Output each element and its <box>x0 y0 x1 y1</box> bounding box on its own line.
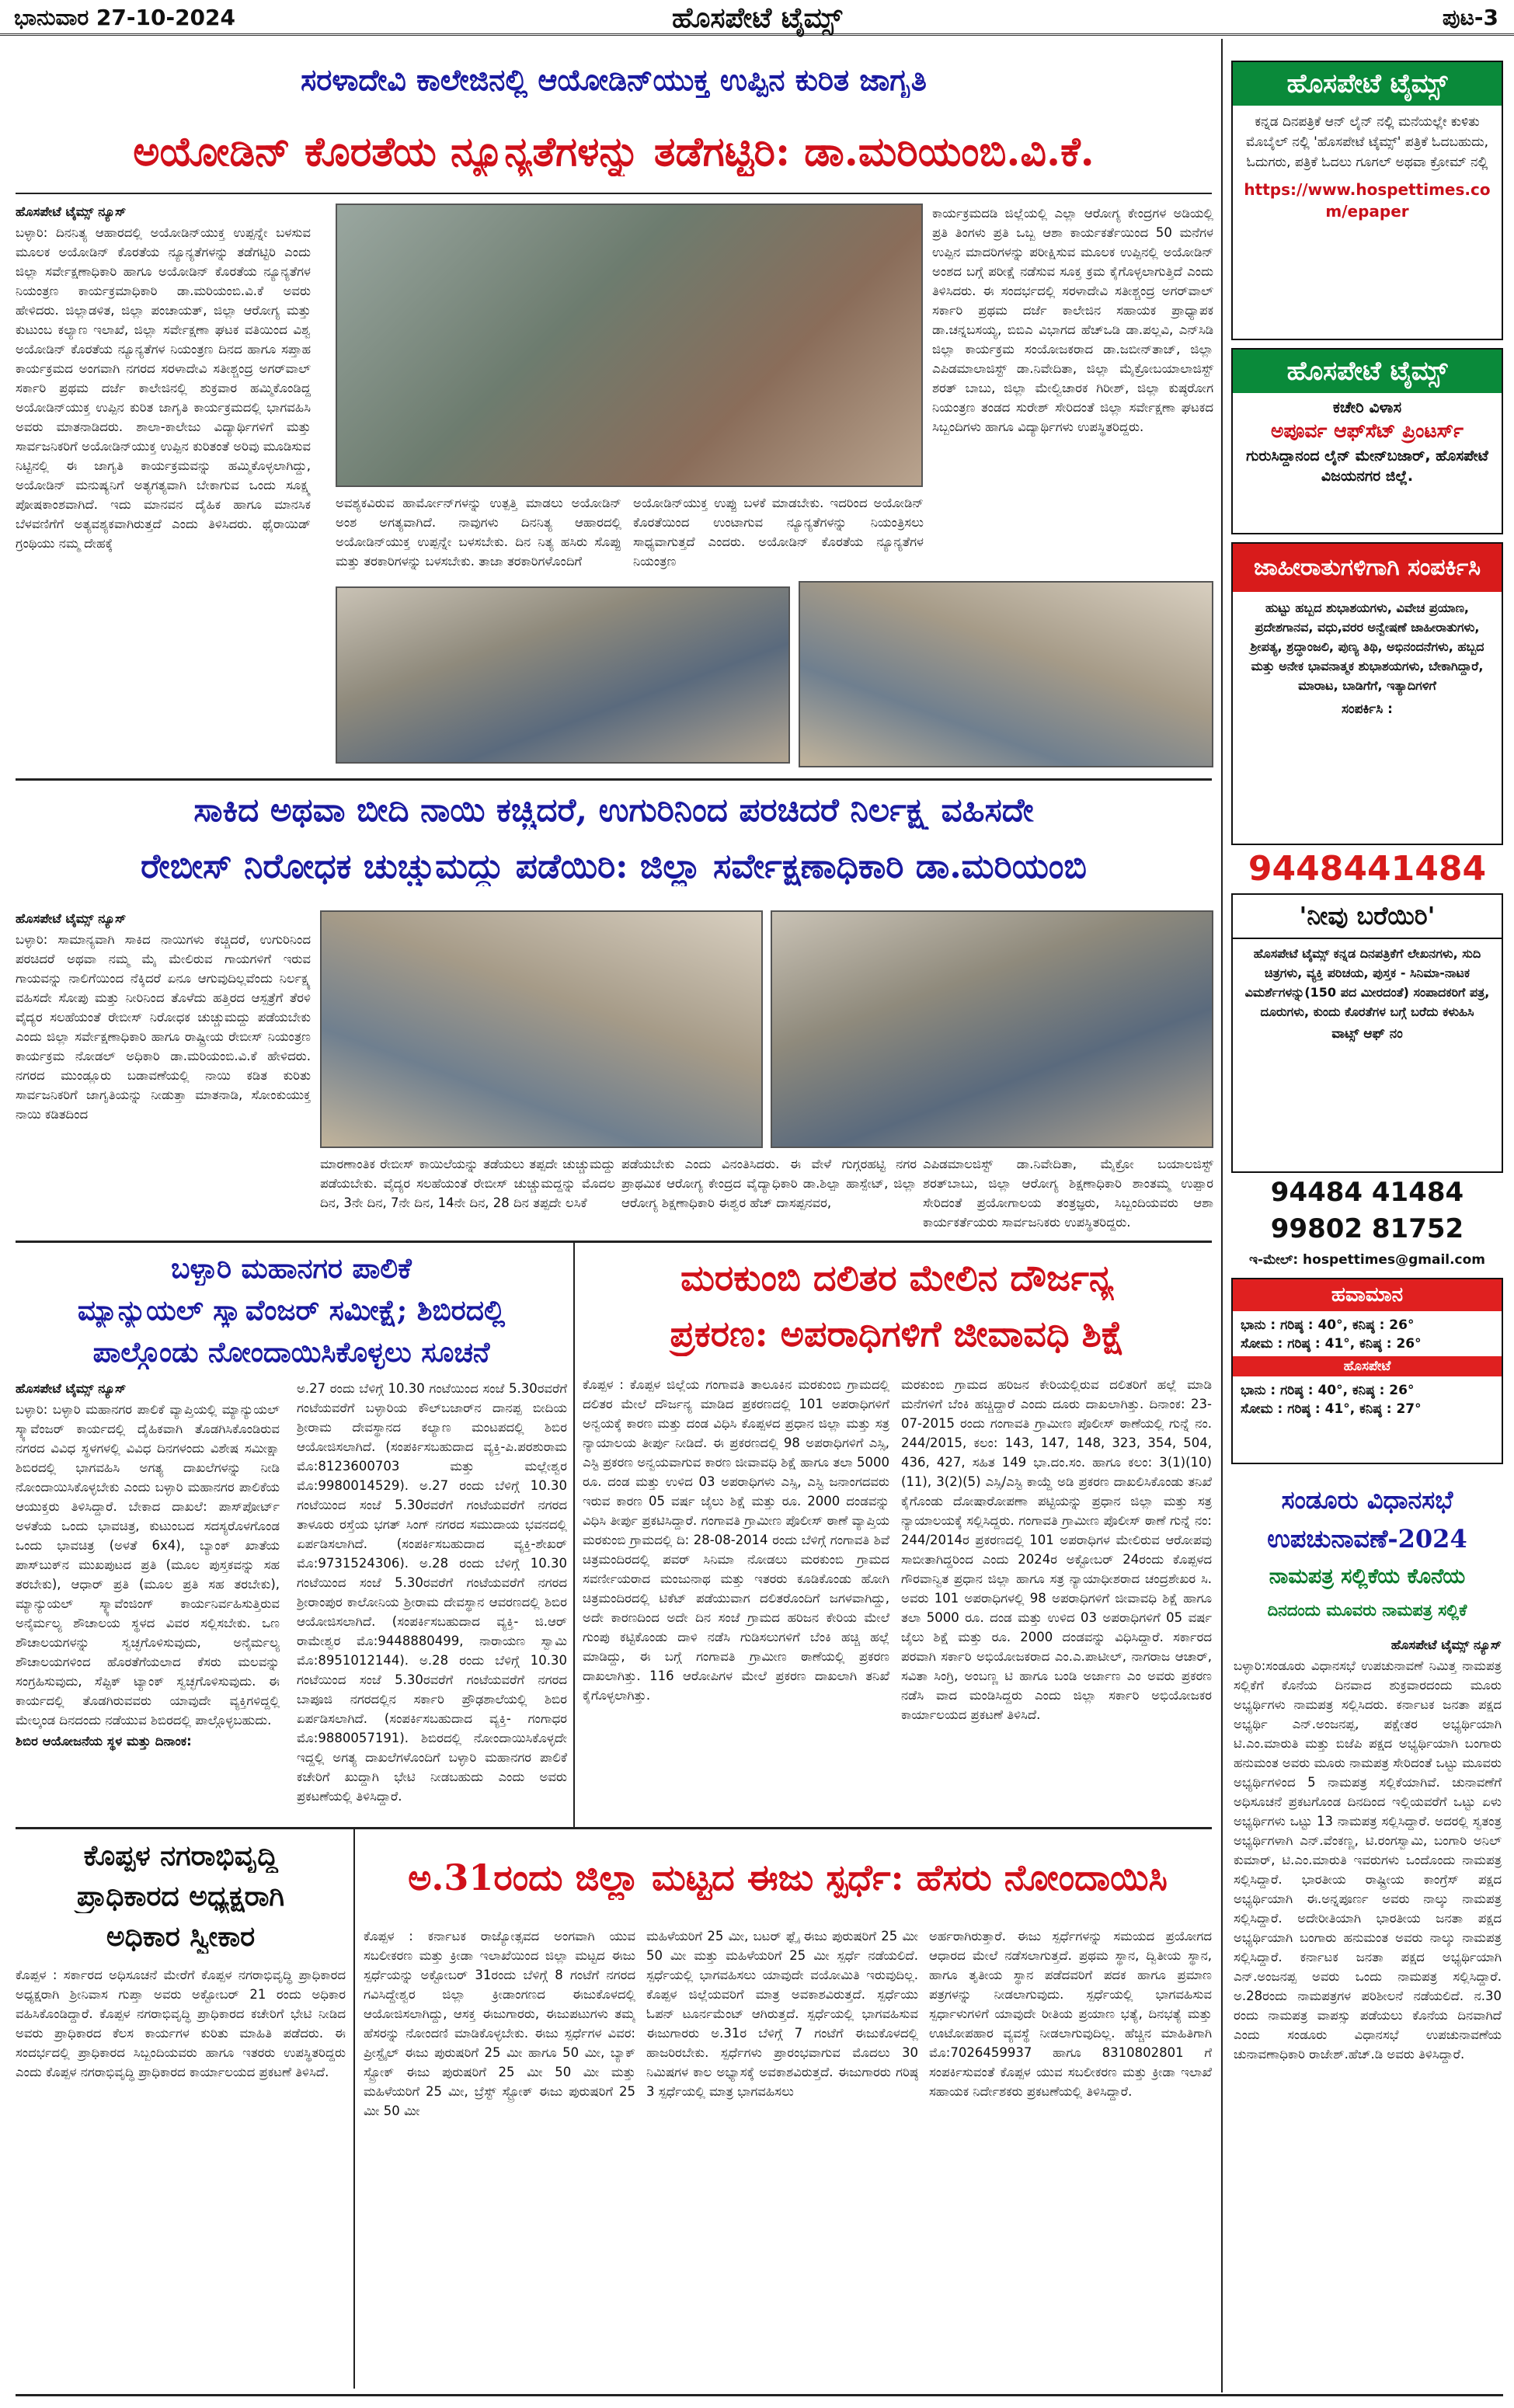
office-address: ಗುರುಸಿದ್ದಾನಂದ ಲೈನ್ ಮೇನ್‌ಬಜಾರ್, ಹೊಸಪೇಟೆ ವಿಜಯನಗರ ಜಿಲ್ಲೆ. <box>1246 447 1488 485</box>
masthead: ಹೊಸಪೇಟೆ ಟೈಮ್ಸ್ <box>671 2 843 34</box>
divider <box>353 1829 355 2389</box>
sidebar-weather-box <box>1231 1278 1503 1464</box>
story6-col2: ಮಹಿಳೆಯರಿಗೆ 25 ಮೀ, ಬಟರ್ ಫ್ಲೈ ಈಜು ಪುರುಷರಿಗೆ 25 ಮೀ 50 ಮೀ ಮತ್ತು ಮಹಿಳೆಯರಿಗೆ 25 ಮೀ ಸ್ಪರ್ಧೆ ನಡೆಯಲಿದೆ. ಸ್ಪರ್ಧೆಯಲ್ಲಿ ಭಾಗವಹಿಸಲು ಯಾವುದೇ ವಯೋಮಿತಿ ಇರುವುದಿಲ್ಲ. ಕೊಪ್ಪಳ ಜಿಲ್ಲೆಯವರಿಗೆ ಮಾತ್ರ ಅವಕಾಶವಿರುತ್ತದೆ. ಸ್ಪರ್ಧೆಯು ಓಪನ್ ಟೂರ್ನಮೆಂಟ್ ಆಗಿರುತ್ತದೆ. ಸ್ಪರ್ಧೆಯಲ್ಲಿ ಭಾಗವಹಿಸುವ ಈಜುಗಾರರು ಅ.31ರ ಬೆಳಿಗ್ಗೆ 7 ಗಂಟೆಗೆ ಈಜುಕೊಳದಲ್ಲಿ ಹಾಜರಿರಬೇಕು. ಸ್ಪರ್ಧೆಗಳು ಪ್ರಾರಂಭವಾಗುವ ಮೊದಲು 30 ನಿಮಿಷಗಳ ಕಾಲ ಅಭ್ಯಾಸಕ್ಕೆ ಅವಕಾಶವಿರುತ್ತದೆ. ಈಜುಗಾರರು ಗರಿಷ್ಠ 3 ಸ್ಪರ್ಧೆಯಲ್ಲಿ ಮಾತ್ರ ಭಾಗವಹಿಸಲು <box>646 1929 918 2099</box>
office-label: ಕಚೇರಿ ವಿಳಾಸ <box>1332 398 1402 416</box>
divider <box>16 1827 1212 1829</box>
story3-headline-line2: ಮ್ಯಾನ್ಯುಯಲ್ ಸ್ಕ್ಯಾವೆಂಜರ್ ಸಮೀಕ್ಷೆ; ಶಿಬಿರದಲ್ಲಿ <box>77 1294 506 1327</box>
write-phone-1[interactable]: 94484 41484 <box>1270 1177 1464 1208</box>
sandur-headline-line4: ದಿನದಂದು ಮೂವರು ನಾಮಪತ್ರ ಸಲ್ಲಿಕೆ <box>1267 1600 1467 1620</box>
page-header <box>0 0 1514 36</box>
sandur-body: ಹೊಸಪೇಟೆ ಟೈಮ್ಸ್ ನ್ಯೂಸ್ ಬಳ್ಳಾರಿ:ಸಂಡೂರು ವಿಧಾನಸಭೆ ಉಪಚುನಾವಣೆ ನಿಮಿತ್ತ ನಾಮಪತ್ರ ಸಲ್ಲಿಕೆಗೆ ಕೊನೆಯ ದಿನವಾದ ಶುಕ್ರವಾರದಂದು ಮೂರು ಅಭ್ಯರ್ಥಿಗಳು ನಾಮಪತ್ರ ಸಲ್ಲಿಸಿದರು. ಕರ್ನಾಟಕ ಜನತಾ ಪಕ್ಷದ ಅಭ್ಯರ್ಥಿ ಎನ್.ಅಂಜನಪ್ಪ, ಪಕ್ಷೇತರ ಅಭ್ಯರ್ಥಿಯಾಗಿ ಟಿ.ಎಂ.ಮಾರುತಿ ಮತ್ತು ಬಿಜೆಪಿ ಪಕ್ಷದ ಅಭ್ಯರ್ಥಿಯಾಗಿ ಬಂಗಾರು ಹನುಮಂತ ಅವರು ಮೂರು ನಾಮಪತ್ರ ಸೇರಿದಂತೆ ಒಟ್ಟು ಮೂವರು ಅಭ್ಯರ್ಥಿಗಳಿಂದ 5 ನಾಮಪತ್ರ ಸಲ್ಲಿಕೆಯಾಗಿವೆ. ಚುನಾವಣೆಗೆ ಅಧಿಸೂಚನೆ ಪ್ರಕಟಗೊಂಡ ದಿನದಿಂದ ಇಲ್ಲಿಯವರೆಗೆ ಒಟ್ಟು ಏಳು ಅಭ್ಯರ್ಥಿಗಳು ಒಟ್ಟು 13 ನಾಮಪತ್ರ ಸಲ್ಲಿಸಿದ್ದಾರೆ. ಅದರಲ್ಲಿ ಸ್ವತಂತ್ರ ಅಭ್ಯರ್ಥಿಗಳಾಗಿ ಎನ್.ವೆಂಕಣ್ಣ, ಟಿ.ರಂಗಸ್ವಾಮಿ, ಬಂಗಾರಿ ಅನಿಲ್ ಕುಮಾರ್, ಟಿ.ಎಂ.ಮಾರುತಿ ಇವರುಗಳು ಒಂದೊಂದು ನಾಮಪತ್ರ ಸಲ್ಲಿಸಿದ್ದಾರೆ. ಭಾರತೀಯ ರಾಷ್ಟ್ರೀಯ ಕಾಂಗ್ರೆಸ್ ಪಕ್ಷದ ಅಭ್ಯರ್ಥಿಯಾಗಿ ಈ.ಅನ್ನಪೂರ್ಣ ಅವರು ನಾಲ್ಕು ನಾಮಪತ್ರ ಸಲ್ಲಿಸಿದ್ದಾರೆ. ಅದೇರೀತಿಯಾಗಿ ಭಾರತೀಯ ಜನತಾ ಪಕ್ಷದ ಅಭ್ಯರ್ಥಿಯಾಗಿ ಬಂಗಾರು ಹನುಮಂತ ಅವರು ನಾಲ್ಕು ನಾಮಪತ್ರ ಸಲ್ಲಿಸಿದ್ದಾರೆ. ಕರ್ನಾಟಕ ಜನತಾ ಪಕ್ಷದ ಅಭ್ಯರ್ಥಿಯಾಗಿ ಎನ್.ಅಂಜನಪ್ಪ ಅವರು ಒಂದು ನಾಮಪತ್ರ ಸಲ್ಲಿಸಿದ್ದಾರೆ. ಅ.28ರಂದು ನಾಮಪತ್ರಗಳ ಪರಿಶೀಲನೆ ನಡೆಯಲಿದೆ. ನ.30 ರಂದು ನಾಮಪತ್ರ ವಾಪಸ್ಸು ಪಡೆಯಲು ಕೊನೆಯ ದಿನವಾಗಿದೆ ಎಂದು ಸಂಡೂರು ವಿಧಾನಸಭೆ ಉಪಚುನಾವಣೆಯ ಚುನಾವಣಾಧಿಕಾರಿ ರಾಜೇಶ್.ಹೆಚ್.ಡಿ ಅವರು ತಿಳಿಸಿದ್ದಾರೆ. <box>1234 1637 1502 2062</box>
story3-headline-line3: ಪಾಲ್ಗೊಂಡು ನೋಂದಾಯಿಸಿಕೊಳ್ಳಲು ಸೂಚನೆ <box>92 1336 490 1369</box>
page-number: ಪುಟ-3 <box>1442 5 1498 30</box>
story3-col2: ಅ.27 ರಂದು ಬೆಳಿಗ್ಗೆ 10.30 ಗಂಟೆಯಿಂದ ಸಂಜೆ 5.30ರವರೆಗೆ ಗಂಟೆಯವರೆಗೆ ಬಳ್ಳಾರಿಯ ಕೌಲ್‌ಬಜಾರ್‌ನ ದಾನಪ್ಪ ಬೀದಿಯ ಶ್ರೀರಾಮ ದೇವಸ್ಥಾನದ ಕಲ್ಯಾಣ ಮಂಟಪದಲ್ಲಿ ಶಿಬಿರ ಆಯೋಜಿಸಲಾಗಿದೆ. (ಸಂಪರ್ಕಿಸಬಹುದಾದ ವ್ಯಕ್ತಿ-ಪಿ.ಪರಶುರಾಮ ಮೊ:8123600703 ಮತ್ತು ಮಲ್ಲೇಶ್ವರ ಮೊ:9980014529). ಅ.27 ರಂದು ಬೆಳಿಗ್ಗೆ 10.30 ಗಂಟೆಯಿಂದ ಸಂಜೆ 5.30ರವರೆಗೆ ಗಂಟೆಯವರೆಗೆ ನಗರದ ತಾಳೂರು ರಸ್ತೆಯ ಭಗತ್ ಸಿಂಗ್ ನಗರದ ಸಮುದಾಯ ಭವನದಲ್ಲಿ ಏರ್ಪಡಿಸಲಾಗಿದೆ. (ಸಂಪರ್ಕಿಸಬಹುದಾದ ವ್ಯಕ್ತಿ-ಶೇಖರ್ ಮೊ:9731524306). ಅ.28 ರಂದು ಬೆಳಿಗ್ಗೆ 10.30 ಗಂಟೆಯಿಂದ ಸಂಜೆ 5.30ರವರೆಗೆ ಗಂಟೆಯವರೆಗೆ ನಗರದ ಶ್ರೀರಾಂಪುರ ಕಾಲೋನಿಯ ಶ್ರೀರಾಮ ದೇವಸ್ಥಾನ ಆವರಣದಲ್ಲಿ ಶಿಬಿರ ಆಯೋಜಿಸಲಾಗಿದೆ. (ಸಂಪರ್ಕಿಸಬಹುದಾದ ವ್ಯಕ್ತಿ- ಜಿ.ಆರ್ ರಾಮೇಶ್ವರ ಮೊ:9448880499, ನಾರಾಯಣ ಸ್ವಾಮಿ ಮೊ:8951012144). ಅ.28 ರಂದು ಬೆಳಿಗ್ಗೆ 10.30 ಗಂಟೆಯಿಂದ ಸಂಜೆ 5.30ರವರೆಗೆ ಗಂಟೆಯವರೆಗೆ ನಗರದ ಬಾಪೂಜಿ ನಗರದಲ್ಲಿನ ಸರ್ಕಾರಿ ಪ್ರೌಢಶಾಲೆಯಲ್ಲಿ ಶಿಬಿರ ಏರ್ಪಡಿಸಲಾಗಿದೆ. (ಸಂಪರ್ಕಿಸಬಹುದಾದ ವ್ಯಕ್ತಿ- ಗಂಗಾಧರ ಮೊ:9880057191). ಶಿಬಿರದಲ್ಲಿ ನೋಂದಾಯಿಸಿಕೊಳ್ಳದೇ ಇದ್ದಲ್ಲಿ ಅಗತ್ಯ ದಾಖಲೆಗಳೊಂದಿಗೆ ಬಳ್ಳಾರಿ ಮಹಾನಗರ ಪಾಲಿಕೆ ಕಚೇರಿಗೆ ಖುದ್ದಾಗಿ ಭೇಟಿ ನೀಡಬಹುದು ಎಂದು ಅವರು ಪ್ರಕಟಣೆಯಲ್ಲಿ ತಿಳಿಸಿದ್ದಾರೆ. <box>297 1381 567 1804</box>
sandur-headline-line1: ಸಂಡೂರು ವಿಧಾನಸಭೆ <box>1281 1485 1453 1515</box>
write-phone-2[interactable]: 99802 81752 <box>1270 1213 1464 1244</box>
write-whatsapp-label: ವಾಟ್ಸ್ ಆಫ್ ನಂ <box>1331 1026 1403 1042</box>
weather-subtitle: ಹೊಸಪೇಟೆ <box>1233 1356 1502 1376</box>
story2-headline-line1: ಸಾಕಿದ ಅಥವಾ ಬೀದಿ ನಾಯಿ ಕಚ್ಚಿದರೆ, ಉಗುರಿನಿಂದ ಪರಚಿದರೆ ನಿರ್ಲಕ್ಷ್ಯ ವಹಿಸದೇ <box>193 791 1034 829</box>
story5-headline-line1: ಕೊಪ್ಪಳ ನಗರಾಭಿವೃದ್ಧಿ <box>83 1839 278 1872</box>
story2-photo-street <box>771 910 1213 1148</box>
sidebar-ads-box <box>1231 542 1503 845</box>
weather-row: ಭಾನು : ಗರಿಷ್ಠ : 40°, ಕನಿಷ್ಠ : 26° <box>1241 1383 1415 1398</box>
story1-photo-stage <box>336 204 923 487</box>
promo-text: ಕನ್ನಡ ದಿನಪತ್ರಿಕೆ ಆನ್ ಲೈನ್ ನಲ್ಲಿ ಮನೆಯಲ್ಲೇ ಕುಳಿತು ಮೊಬೈಲ್ ನಲ್ಲಿ 'ಹೊಸಪೇಟೆ ಟೈಮ್ಸ್' ಪತ್ರಿಕೆ ಓದಬಹುದು, ಓದುಗರು, ಪತ್ರಿಕೆ ಓದಲು ಗೂಗಲ್ ಅಥವಾ ಕ್ರೋಮ್ ನಲ್ಲಿ <box>1245 114 1489 170</box>
story4-headline-line2: ಪ್ರಕರಣ: ಅಪರಾಧಿಗಳಿಗೆ ಜೀವಾವಧಿ ಶಿಕ್ಷೆ <box>670 1313 1125 1355</box>
weather-row: ಸೋಮ : ಗರಿಷ್ಠ : 41°, ಕನಿಷ್ಠ : 26° <box>1241 1336 1422 1352</box>
story1-col4: ಕಾರ್ಯಕ್ರಮದಡಿ ಜಿಲ್ಲೆಯಲ್ಲಿ ಎಲ್ಲಾ ಆರೋಗ್ಯ ಕೇಂದ್ರಗಳ ಅಡಿಯಲ್ಲಿ ಪ್ರತಿ ತಿಂಗಳು ಪ್ರತಿ ಒಬ್ಬ ಆಶಾ ಕಾರ್ಯಕರ್ತೆಯಿಂದ 50 ಮನೆಗಳ ಉಪ್ಪಿನ ಮಾದರಿಗಳನ್ನು ಪರೀಕ್ಷಿಸುವ ಮೂಲಕ ಉಪ್ಪಿನಲ್ಲಿ ಅಯೋಡಿನ್ ಅಂಶದ ಬಗ್ಗೆ ಪರೀಕ್ಷೆ ನಡೆಸುವ ಸೂಕ್ತ ಕ್ರಮ ಕೈಗೊಳ್ಳಲಾಗುತ್ತಿದೆ ಎಂದು ತಿಳಿಸಿದರು. ಈ ಸಂದರ್ಭದಲ್ಲಿ ಸರಳಾದೇವಿ ಸತೀಶ್ಚಂದ್ರ ಅಗರ್‌ವಾಲ್ ಸರ್ಕಾರಿ ಪ್ರಥಮ ದರ್ಜೆ ಕಾಲೇಜಿನ ಸಹಾಯಕ ಪ್ರಾಧ್ಯಾಪಕ ಡಾ.ಚನ್ನಬಸಯ್ಯ, ಬಿಬಿಎ ವಿಭಾಗದ ಹೆಚ್‌ಒಡಿ ಡಾ.ಪಲ್ಲವಿ, ಎನ್‌ಸಿಡಿ ಜಿಲ್ಲಾ ಕಾರ್ಯಕ್ರಮ ಸಂಯೋಜಕರಾದ ಡಾ.ಜಬೀನ್‌ತಾಜ್, ಜಿಲ್ಲಾ ಎಪಿಡಮಾಲಾಜಿಸ್ಟ್ ಡಾ.ನಿವೇದಿತಾ, ಜಿಲ್ಲಾ ಮೈಕ್ರೋಬಯಾಲಾಜಿಸ್ಟ್ ಶರತ್ ಬಾಬು, ಜಿಲ್ಲಾ ಮೇಲ್ವಿಚಾರಕ ಗಿರೀಶ್, ಜಿಲ್ಲಾ ಕುಷ್ಠರೋಗ ನಿಯಂತ್ರಣ ತಂಡದ ಸುರೇಶ್ ಸೇರಿದಂತೆ ಜಿಲ್ಲಾ ಸರ್ವೇಕ್ಷಣಾ ಘಟಕದ ಸಿಬ್ಬಂದಿಗಳು ಹಾಗೂ ವಿದ್ಯಾರ್ಥಿಗಳು ಉಪಸ್ಥಿತರಿದ್ದರು. <box>932 206 1213 434</box>
divider <box>16 1241 1212 1243</box>
story2-col1: ಹೊಸಪೇಟೆ ಟೈಮ್ಸ್ ನ್ಯೂಸ್ ಬಳ್ಳಾರಿ: ಸಾಮಾನ್ಯವಾಗಿ ಸಾಕಿದ ನಾಯಿಗಳು ಕಚ್ಚಿದರೆ, ಉಗುರಿನಿಂದ ಪರಚಿದರೆ ಅಥವಾ ನಮ್ಮ ಮೈ ಮೇಲಿರುವ ಗಾಯಗಳಿಗೆ ಇರುವ ಗಾಯವನ್ನು ನಾಲಿಗೆಯಿಂದ ನೆಕ್ಕಿದರೆ ಏನೂ ಆಗುವುದಿಲ್ಲವೆಂದು ನಿರ್ಲಕ್ಷ್ಯ ವಹಿಸದೇ ಸೋಪು ಮತ್ತು ನೀರಿನಿಂದ ತೊಳೆದು ಹತ್ತಿರದ ಆಸ್ಪತ್ರೆಗೆ ತೆರಳಿ ವೈದ್ಯರ ಸಲಹೆಯಂತೆ ರೇಬೀಸ್ ನಿರೋಧಕ ಚುಚ್ಚುಮದ್ದು ಪಡೆಯಬೇಕು ಎಂದು ಜಿಲ್ಲಾ ಸರ್ವೇಕ್ಷಣಾಧಿಕಾರಿ ಹಾಗೂ ರಾಷ್ಟ್ರೀಯ ರೇಬೀಸ್ ನಿಯಂತ್ರಣ ಕಾರ್ಯಕ್ರಮ ನೋಡಲ್ ಅಧಿಕಾರಿ ಡಾ.ಮರಿಯಂಬಿ.ವಿ.ಕೆ ಹೇಳಿದರು. ನಗರದ ಮುಂಡ್ಲೂರು ಬಡಾವಣೆಯಲ್ಲಿ ನಾಯಿ ಕಡಿತ ಕುರಿತು ಸಾರ್ವಜನಿಕರಿಗೆ ಜಾಗೃತಿಯನ್ನು ನೀಡುತ್ತಾ ಮಾತನಾಡಿ, ಸೋಂಕುಯುಕ್ತ ನಾಯಿ ಕಡಿತದಿಂದ <box>16 911 311 1122</box>
sandur-headline-line3: ನಾಮಪತ್ರ ಸಲ್ಲಿಕೆಯ ಕೊನೆಯ <box>1269 1564 1466 1589</box>
write-title: 'ನೀವು ಬರೆಯಿರಿ' <box>1233 895 1502 939</box>
story1-col3: ಅಯೋಡಿನ್‌ಯುಕ್ತ ಉಪ್ಪು ಬಳಕೆ ಮಾಡಬೇಕು. ಇದರಿಂದ ಅಯೋಡಿನ್ ಕೊರತೆಯಿಂದ ಉಂಟಾಗುವ ನ್ಯೂನ್ಯತೆಗಳನ್ನು ನಿಯಂತ್ರಿಸಲು ಸಾಧ್ಯವಾಗುತ್ತದೆ ಎಂದರು. ಅಯೋಡಿನ್ ಕೊರತೆಯ ನ್ಯೂನ್ಯತೆಗಳ ನಿಯಂತ್ರಣ <box>633 496 924 569</box>
story6-col1: ಕೊಪ್ಪಳ : ಕರ್ನಾಟಕ ರಾಜ್ಯೋತ್ಸವದ ಅಂಗವಾಗಿ ಯುವ ಸಬಲೀಕರಣ ಮತ್ತು ಕ್ರೀಡಾ ಇಲಾಖೆಯಿಂದ ಜಿಲ್ಲಾ ಮಟ್ಟದ ಈಜು ಸ್ಪರ್ಧೆಯನ್ನು ಅಕ್ಟೋಬರ್ 31ರಂದು ಬೆಳಿಗ್ಗೆ 8 ಗಂಟೆಗೆ ನಗರದ ಗವಿಸಿದ್ದೇಶ್ವರ ಜಿಲ್ಲಾ ಕ್ರೀಡಾಂಗಣದ ಈಜುಕೊಳದಲ್ಲಿ ಆಯೋಜಿಸಲಾಗಿದ್ದು, ಆಸಕ್ತ ಈಜುಗಾರರು, ಈಜುಪಟುಗಳು ತಮ್ಮ ಹೆಸರನ್ನು ನೋಂದಣಿ ಮಾಡಿಕೊಳ್ಳಬೇಕು. ಈಜು ಸ್ಪರ್ಧೆಗಳ ವಿವರ: ಪ್ರೀಸ್ಟೈಲ್ ಈಜು ಪುರುಷರಿಗೆ 25 ಮೀ ಹಾಗೂ 50 ಮೀ, ಬ್ಯಾಕ್ ಸ್ಟ್ರೋಕ್ ಈಜು ಪುರುಷರಿಗೆ 25 ಮೀ 50 ಮೀ ಮತ್ತು ಮಹಿಳೆಯರಿಗೆ 25 ಮೀ, ಬ್ರೆಸ್ಟ್ ಸ್ಟ್ರೋಕ್ ಈಜು ಪುರುಷರಿಗೆ 25 ಮೀ 50 ಮೀ <box>364 1929 635 2118</box>
ads-text: ಹುಟ್ಟು ಹಬ್ಬದ ಶುಭಾಶಯಗಳು, ವಿವೇಚ ಪ್ರಯಾಣ, ಪ್ರದೇಶಗಾನವ, ವಧು,ವರರ ಅನ್ವೇಷಣೆ ಜಾಹೀರಾತುಗಳು, ಶ್ರೀಪತ್ಯ, ಶ್ರದ್ಧಾಂಜಲಿ, ಪುಣ್ಯ ತಿಥಿ, ಅಭಿನಂದನೆಗಳು, ಹಬ್ಬದ ಮತ್ತು ಅನೇಕ ಭಾವನಾತ್ಮಕ ಶುಭಾಶಯಗಳು, ಬೇಕಾಗಿದ್ದಾರೆ, ಮಾರಾಟ, ಬಾಡಿಗೆಗೆ, ಇತ್ಯಾದಿಗಳಿಗೆ <box>1250 600 1484 693</box>
story2-col3: ಪಡೆಯಬೇಕು ಎಂದು ವಿನಂತಿಸಿದರು. ಈ ವೇಳೆ ಗುಗ್ಗರಹಟ್ಟಿ ನಗರ ಪ್ರಾಥಮಿಕ ಆರೋಗ್ಯ ಕೇಂದ್ರದ ವೈದ್ಯಾಧಿಕಾರಿ ಡಾ.ಶಿಲ್ಪಾ ಹಾಸ್ಪೇಟ್, ಜಿಲ್ಲಾ ಆರೋಗ್ಯ ಶಿಕ್ಷಣಾಧಿಕಾರಿ ಈಶ್ವರ ಹೆಚ್ ದಾಸಪ್ಪನವರ, <box>621 1157 917 1210</box>
sidebar-promo-box <box>1231 61 1503 340</box>
story5-headline-line2: ಪ್ರಾಧಿಕಾರದ ಅಧ್ಯಕ್ಷರಾಗಿ <box>76 1880 285 1912</box>
story1-col2: ಅವಶ್ಯಕವಿರುವ ಹಾರ್ಮೋನ್‌ಗಳನ್ನು ಉತ್ಪತ್ತಿ ಮಾಡಲು ಅಯೋಡಿನ್ ಅಂಶ ಅಗತ್ಯವಾಗಿದೆ. ನಾವುಗಳು ದಿನನಿತ್ಯ ಆಹಾರದಲ್ಲಿ ಅಯೋಡಿನ್‌ಯುಕ್ತ ಉಪ್ಪನ್ನೇ ಬಳಸಬೇಕು. ದಿನ ನಿತ್ಯ ಹಸಿರು ಸೊಪ್ಪು ಮತ್ತು ತರಕಾರಿಗಳನ್ನು ಬಳಸಬೇಕು. ತಾಜಾ ತರಕಾರಿಗಳೊಂದಿಗೆ <box>336 496 621 569</box>
story1-headline: ಅಯೋಡಿನ್ ಕೊರತೆಯ ನ್ಯೂನ್ಯತೆಗಳನ್ನು ತಡೆಗಟ್ಟಿರಿ: ಡಾ.ಮರಿಯಂಬಿ.ವಿ.ಕೆ. <box>133 128 1095 176</box>
write-email[interactable]: ಇ-ಮೇಲ್: hospettimes@gmail.com <box>1248 1252 1486 1268</box>
issue-date: ಭಾನುವಾರ 27-10-2024 <box>14 5 236 30</box>
story5-headline-line3: ಅಧಿಕಾರ ಸ್ವೀಕಾರ <box>106 1920 256 1953</box>
promo-brand: ಹೊಸಪೇಟೆ ಟೈಮ್ಸ್ <box>1233 62 1502 106</box>
story1-photo-group <box>336 586 790 764</box>
story3-col1: ಹೊಸಪೇಟೆ ಟೈಮ್ಸ್ ನ್ಯೂಸ್ ಬಳ್ಳಾರಿ: ಬಳ್ಳಾರಿ ಮಹಾನಗರ ಪಾಲಿಕೆ ವ್ಯಾಪ್ತಿಯಲ್ಲಿ ಮ್ಯಾನ್ಯುಯಲ್ ಸ್ಕ್ಯಾವೆಂಜರ್ ಕಾರ್ಯದಲ್ಲಿ ದೈಹಿಕವಾಗಿ ತೊಡಗಿಸಿಕೊಂಡಿರುವ ನಗರದ ವಿವಿಧ ಸ್ಥಳಗಳಲ್ಲಿ ವಿವಿಧ ದಿನಗಳಂದು ವಿಶೇಷ ಸಮೀಕ್ಷಾ ಶಿಬಿರದಲ್ಲಿ ಭಾಗವಹಿಸಿ ಅಗತ್ಯ ದಾಖಲೆಗಳನ್ನು ನೀಡಿ ನೋಂದಾಯಿಸಿಕೊಳ್ಳಬೇಕು ಎಂದು ಬಳ್ಳಾರಿ ಮಹಾನಗರ ಪಾಲಿಕೆಯ ಆಯುಕ್ತರು ತಿಳಿಸಿದ್ದಾರೆ. ಬೇಕಾದ ದಾಖಲೆ: ಪಾಸ್‌ಪೋರ್ಟ್ ಅಳತೆಯ ಒಂದು ಭಾವಚಿತ್ರ, ಕುಟುಂಬದ ಸದಸ್ಯರೊಳಗೊಂಡ ಒಂದು ಭಾವಚಿತ್ರ (ಅಳತೆ 6x4), ಬ್ಯಾಂಕ್ ಖಾತೆಯ ಪಾಸ್‌ಬುಕ್‌ನ ಮುಖಪುಟದ ಪ್ರತಿ (ಮೂಲ ಪುಸ್ತಕವನ್ನು ಸಹ ತರಬೇಕು), ಆಧಾರ್ ಪ್ರತಿ (ಮೂಲ ಪ್ರತಿ ಸಹ ತರಬೇಕು), ಮ್ಯಾನ್ಯುಯಲ್ ಸ್ಕ್ಯಾವೆಂಜಿಂಗ್ ಕಾರ್ಯನಿರ್ವಹಿಸುತ್ತಿರುವ ಅನೈರ್ಮಲ್ಯ ಶೌಚಾಲಯ ಸ್ಥಳದ ವಿವರ ಸಲ್ಲಿಸಬೇಕು. ಒಣ ಶೌಚಾಲಯಗಳನ್ನು ಸ್ವಚ್ಛಗೊಳಿಸುವುದು, ಅನೈರ್ಮಲ್ಯ ಶೌಚಾಲಯಗಳಿಂದ ಹೊರತೆಗೆಯಲಾದ ಕೆಸರು ಮಲವನ್ನು ಸಂಗ್ರಹಿಸುವುದು, ಸೆಪ್ಟಿಕ್ ಟ್ಯಾಂಕ್ ಸ್ವಚ್ಛಗೊಳಿಸುವುದು. ಈ ಕಾರ್ಯದಲ್ಲಿ ತೊಡಗಿರುವವರು ಯಾವುದೇ ವ್ಯಕ್ತಿಗಳಿದ್ದಲ್ಲಿ ಮೇಲ್ಕಂಡ ದಿನದಂದು ನಡೆಯುವ ಶಿಬಿರದಲ್ಲಿ ಪಾಲ್ಗೊಳ್ಳಬಹುದು. ಶಿಬಿರ ಆಯೋಜನೆಯ ಸ್ಥಳ ಮತ್ತು ದಿನಾಂಕ: <box>16 1381 280 1749</box>
story6-col3: ಅರ್ಹರಾಗಿರುತ್ತಾರೆ. ಈಜು ಸ್ಪರ್ಧೆಗಳನ್ನು ಸಮಯದ ಪ್ರಯೋಗದ ಆಧಾರದ ಮೇಲೆ ನಡೆಸಲಾಗುತ್ತದೆ. ಪ್ರಥಮ ಸ್ಥಾನ, ದ್ವಿತೀಯ ಸ್ಥಾನ, ಹಾಗೂ ತೃತೀಯ ಸ್ಥಾನ ಪಡೆದವರಿಗೆ ಪದಕ ಹಾಗೂ ಪ್ರಮಾಣ ಪತ್ರಗಳನ್ನು ನೀಡಲಾಗುವುದು. ಸ್ಪರ್ಧೆಯಲ್ಲಿ ಭಾಗವಹಿಸುವ ಸ್ಪರ್ಧಾಳುಗಳಿಗೆ ಯಾವುದೇ ರೀತಿಯ ಪ್ರಯಾಣ ಭತ್ಯೆ, ದಿನಭತ್ಯೆ ಮತ್ತು ಊಟೋಪಹಾರ ವ್ಯವಸ್ಥೆ ನೀಡಲಾಗುವುದಿಲ್ಲ. ಹೆಚ್ಚಿನ ಮಾಹಿತಿಗಾಗಿ ಮೊ:7026459937 ಹಾಗೂ 8310802801 ಗೆ ಸಂಪರ್ಕಿಸುವಂತೆ ಕೊಪ್ಪಳ ಯುವ ಸಬಲೀಕರಣ ಮತ್ತು ಕ್ರೀಡಾ ಇಲಾಖೆ ಸಹಾಯಕ ನಿರ್ದೇಶಕರು ಪ್ರಕಟಣೆಯಲ್ಲಿ ತಿಳಿಸಿದ್ದಾರೆ. <box>929 1929 1212 2099</box>
story2-headline-line2: ರೇಬೀಸ್ ನಿರೋಧಕ ಚುಚ್ಚುಮದ್ದು ಪಡೆಯಿರಿ: ಜಿಲ್ಲಾ ಸರ್ವೇಕ್ಷಣಾಧಿಕಾರಿ ಡಾ.ಮರಿಯಂಬಿ <box>141 847 1087 886</box>
story5-body: ಕೊಪ್ಪಳ : ಸರ್ಕಾರದ ಅಧಿಸೂಚನೆ ಮೇರೆಗೆ ಕೊಪ್ಪಳ ನಗರಾಭಿವೃದ್ಧಿ ಪ್ರಾಧಿಕಾರದ ಅಧ್ಯಕ್ಷರಾಗಿ ಶ್ರೀನಿವಾಸ ಗುಪ್ತಾ ಅವರು ಅಕ್ಟೋಬರ್ 21 ರಂದು ಅಧಿಕಾರ ವಹಿಸಿಕೊಂಡಿದ್ದಾರೆ. ಕೊಪ್ಪಳ ನಗರಾಭಿವೃದ್ಧಿ ಪ್ರಾಧಿಕಾರದ ಕಚೇರಿಗೆ ಭೇಟಿ ನೀಡಿದ ಅವರು ಪ್ರಾಧಿಕಾರದ ಕೆಲಸ ಕಾರ್ಯಗಳ ಕುರಿತು ಮಾಹಿತಿ ಪಡೆದರು. ಈ ಸಂದರ್ಭದಲ್ಲಿ ಪ್ರಾಧಿಕಾರದ ಸಿಬ್ಬಂದಿಯವರು ಹಾಗೂ ಇತರರು ಉಪಸ್ಥಿತರಿದ್ದರು ಎಂದು ಕೊಪ್ಪಳ ನಗರಾಭಿವೃದ್ಧಿ ಪ್ರಾಧಿಕಾರದ ಕಾರ್ಯಾಲಯದ ಪ್ರಕಟಣೆ ತಿಳಿಸಿದೆ. <box>16 1968 346 2079</box>
ads-contact-label: ಸಂಪರ್ಕಿಸಿ : <box>1342 701 1393 717</box>
story4-headline-line1: ಮರಕುಂಬಿ ದಲಿತರ ಮೇಲಿನ ದೌರ್ಜನ್ಯ <box>680 1257 1114 1299</box>
ads-phone[interactable]: 9448441484 <box>1248 849 1487 889</box>
weather-row: ಭಾನು : ಗರಿಷ್ಠ : 40°, ಕನಿಷ್ಠ : 26° <box>1241 1317 1415 1333</box>
sandur-headline-line2: ಉಪಚುನಾವಣೆ-2024 <box>1267 1524 1467 1554</box>
story4-col2: ಮರಕುಂಬಿ ಗ್ರಾಮದ ಹರಿಜನ ಕೇರಿಯಲ್ಲಿರುವ ದಲಿತರಿಗೆ ಹಲ್ಲೆ ಮಾಡಿ ಮನೆಗಳಿಗೆ ಬೆಂಕಿ ಹಚ್ಚಿದ್ದಾರೆ ಎಂದು ದೂರು ದಾಖಲಾಗಿತ್ತು. ದಿನಾಂಕ: 23-07-2015 ರಂದು ಗಂಗಾವತಿ ಗ್ರಾಮೀಣ ಪೊಲೀಸ್ ಠಾಣೆಯಲ್ಲಿ ಗುನ್ನೆ ನಂ. 244/2015, ಕಲಂ: 143, 147, 148, 323, 354, 504, 436, 427, ಸಹಿತ 149 ಭಾ.ದಂ.ಸಂ. ಹಾಗೂ ಕಲಂ: 3(1)(10)(11), 3(2)(5) ಎಸ್ಸಿ/ಎಸ್ಟಿ ಕಾಯ್ದೆ ಅಡಿ ಪ್ರಕರಣ ದಾಖಲಿಸಿಕೊಂಡು ತನಿಖೆ ಕೈಗೊಂಡು ದೋಷಾರೋಪಣಾ ಪಟ್ಟಿಯನ್ನು ಪ್ರಧಾನ ಜಿಲ್ಲಾ ಮತ್ತು ಸತ್ರ ನ್ಯಾಯಾಲಯಕ್ಕೆ ಸಲ್ಲಿಸಿದ್ದರು. ಗಂಗಾವತಿ ಗ್ರಾಮೀಣ ಪೊಲೀಸ್ ಠಾಣೆ ಗುನ್ನೆ ನಂ: 244/2014ರ ಪ್ರಕರಣದಲ್ಲಿ 101 ಅಪರಾಧಿಗಳ ಮೇಲಿರುವ ಆರೋಪವು ಸಾಬೀತಾಗಿದ್ದರಿಂದ ಎಂದು 2024ರ ಅಕ್ಟೋಬರ್ 24ರಂದು ಕೊಪ್ಪಳದ ಗೌರವಾನ್ವಿತ ಪ್ರಧಾನ ಜಿಲ್ಲಾ ಹಾಗೂ ಸತ್ರ ನ್ಯಾಯಾಧೀಶರಾದ ಚಂದ್ರಶೇಖರ ಸಿ. ಅವರು 101 ಅಪರಾಧಿಗಳಲ್ಲಿ 98 ಅಪರಾಧಿಗಳಿಗೆ ಜೀವಾವಧಿ ಶಿಕ್ಷೆ ಹಾಗೂ ತಲಾ 5000 ರೂ. ದಂಡ ಮತ್ತು ಉಳಿದ 03 ಅಪರಾಧಿಗಳಿಗೆ 05 ವರ್ಷ ಜೈಲು ಶಿಕ್ಷೆ ಮತ್ತು ರೂ. 2000 ದಂಡವನ್ನು ವಿಧಿಸಿದ್ದಾರೆ. ಸರ್ಕಾರದ ಪರವಾಗಿ ಸರ್ಕಾರಿ ಅಭಿಯೋಜಕರಾದ ಎಂ.ಎ.ಪಾಟೀಲ್, ನಾಗರಾಜ ಆಚಾರ್, ಸವಿತಾ ಸಿಂಗ್ರಿ, ಅಂಬಣ್ಣ ಟಿ ಹಾಗೂ ಬಂಡಿ ಅರ್ಜಾಣ ಎಂ ಅವರು ಪ್ರಕರಣ ನಡೆಸಿ ವಾದ ಮಂಡಿಸಿದ್ದರು ಎಂದು ಜಿಲ್ಲಾ ಸರ್ಕಾರಿ ಅಭಿಯೋಜಕರ ಕಾರ್ಯಾಲಯದ ಪ್ರಕಟಣೆ ತಿಳಿಸಿದೆ. <box>901 1377 1212 1722</box>
sidebar-divider <box>1221 39 1223 2392</box>
footer-rule <box>16 2394 1503 2396</box>
write-text: ಹೊಸಪೇಟೆ ಟೈಮ್ಸ್ ಕನ್ನಡ ದಿನಪತ್ರಿಕೆಗೆ ಲೇಖನಗಳು, ಸುದಿ ಚಿತ್ರಗಳು, ವ್ಯಕ್ತಿ ಪರಿಚಯ, ಪುಸ್ತಕ - ಸಿನಿಮಾ-ನಾಟಕ ವಿಮರ್ಶೆಗಳನ್ನು(150 ಪದ ಮೀರದಂತೆ) ಸಂಪಾದಕರಿಗೆ ಪತ್ರ, ದೂರುಗಳು, ಕುಂದು ಕೊರತೆಗಳ ಬಗ್ಗೆ ಬರೆದು ಕಳುಹಿಸಿ <box>1244 946 1490 1019</box>
story1-photo-audience <box>799 581 1213 767</box>
divider <box>16 778 1212 781</box>
office-brand: ಹೊಸಪೇಟೆ ಟೈಮ್ಸ್ <box>1233 350 1502 393</box>
story3-headline-line1: ಬಳ್ಳಾರಿ ಮಹಾನಗರ ಪಾಲಿಕೆ <box>171 1252 412 1285</box>
ads-title: ಜಾಹೀರಾತುಗಳಿಗಾಗಿ ಸಂಪರ್ಕಿಸಿ <box>1233 544 1502 592</box>
story4-col1: ಕೊಪ್ಪಳ : ಕೊಪ್ಪಳ ಜಿಲ್ಲೆಯ ಗಂಗಾವತಿ ತಾಲೂಕಿನ ಮರಕುಂಬಿ ಗ್ರಾಮದಲ್ಲಿ ದಲಿತರ ಮೇಲೆ ದೌರ್ಜನ್ಯ ಮಾಡಿದ ಪ್ರಕರಣದಲ್ಲಿ 101 ಅಪರಾಧಿಗಳಿಗೆ ಅನ್ವಯಕ್ಕೆ ಕಾರಣ ಮತ್ತು ದಂಡ ವಿಧಿಸಿ ಕೊಪ್ಪಳದ ಪ್ರಧಾನ ಜಿಲ್ಲಾ ಮತ್ತು ಸತ್ರ ನ್ಯಾಯಾಲಯ ತೀರ್ಪು ನೀಡಿದೆ. ಈ ಪ್ರಕರಣದಲ್ಲಿ 98 ಅಪರಾಧಿಗಳಿಗೆ ಎಸ್ಸಿ, ಎಸ್ಟಿ ಪ್ರಕರಣ ಅನ್ವಯವಾಗುವ ಕಾರಣ ಜೀವಾವಧಿ ಶಿಕ್ಷೆ ಹಾಗೂ ತಲಾ 5000 ರೂ. ದಂಡ ಮತ್ತು ಉಳಿದ 03 ಅಪರಾಧಿಗಳು ಎಸ್ಸಿ, ಎಸ್ಟಿ ಜನಾಂಗದವರು ಇರುವ ಕಾರಣ 05 ವರ್ಷ ಜೈಲು ಶಿಕ್ಷೆ ಮತ್ತು ರೂ. 2000 ದಂಡವನ್ನು ವಿಧಿಸಿ ತೀರ್ಪು ಪ್ರಕಟಿಸಿದ್ದಾರೆ. ಗಂಗಾವತಿ ಗ್ರಾಮೀಣ ಪೊಲೀಸ್ ಠಾಣೆ ವ್ಯಾಪ್ತಿಯ ಮರಕುಂಬಿ ಗ್ರಾಮದಲ್ಲಿ ದಿ: 28-08-2014 ರಂದು ಬೆಳಿಗ್ಗೆ ಗಂಗಾವತಿ ಶಿವೆ ಚಿತ್ರಮಂದಿರದಲ್ಲಿ ಪವರ್ ಸಿನಿಮಾ ನೋಡಲು ಮರಕುಂಬಿ ಗ್ರಾಮದ ಸವರ್ಣೀಯರಾದ ಮಂಜುನಾಥ ಮತ್ತು ಇತರರು ಕೂಡಿಕೊಂಡು ಹೋಗಿ ಚಿತ್ರಮಂದಿರದಲ್ಲಿ ಟಿಕೆಟ್ ಪಡೆಯುವಾಗ ದಲಿತರೊಂದಿಗೆ ಜಗಳವಾಗಿದ್ದು, ಅದೇ ಕಾರಣದಿಂದ ಅದೇ ದಿನ ಸಂಜೆ ಗ್ರಾಮದ ಹರಿಜನ ಕೇರಿಯ ಮೇಲೆ ಗುಂಪು ಕಟ್ಟಿಕೊಂಡು ದಾಳಿ ನಡೆಸಿ ಗುಡಿಸಲುಗಳಿಗೆ ಬೆಂಕಿ ಹಚ್ಚಿ ಹಲ್ಲೆ ಮಾಡಿದ್ದು, ಈ ಬಗ್ಗೆ ಗಂಗಾವತಿ ಗ್ರಾಮೀಣ ಠಾಣೆಯಲ್ಲಿ ಪ್ರಕರಣ ದಾಖಲಾಗಿತ್ತು. 116 ಆರೋಪಿಗಳ ಮೇಲೆ ಪ್ರಕರಣ ದಾಖಲಾಗಿ ತನಿಖೆ ಕೈಗೊಳ್ಳಲಾಗಿತ್ತು. <box>583 1377 889 1703</box>
story2-col4: ಎಪಿಡಮಾಲಜಿಸ್ಟ್ ಡಾ.ನಿವೇದಿತಾ, ಮೈಕ್ರೋ ಬಯಾಲಜಿಸ್ಟ್ ಶರತ್‌ಬಾಬು, ಜಿಲ್ಲಾ ಆರೋಗ್ಯ ಶಿಕ್ಷಣಾಧಿಕಾರಿ ಶಾಂತಮ್ಮ ಉಪ್ಪಾರ ಸೇರಿದಂತೆ ಪ್ರಯೋಗಾಲಯ ತಂತ್ರಜ್ಞರು, ಸಿಬ್ಬಂದಿಯವರು ಆಶಾ ಕಾರ್ಯಕರ್ತೆಯರು ಸಾರ್ವಜನಿಕರು ಉಪಸ್ಥಿತರಿದ್ದರು. <box>923 1157 1213 1230</box>
sidebar-write-box <box>1231 893 1503 1173</box>
story2-photo-children <box>320 910 763 1148</box>
epaper-link[interactable]: https://www.hospettimes.com/epaper <box>1244 180 1491 221</box>
weather-title: ಹವಾಮಾನ <box>1233 1279 1502 1311</box>
story1-kicker: ಸರಳಾದೇವಿ ಕಾಲೇಜಿನಲ್ಲಿ ಆಯೋಡಿನ್‌ಯುಕ್ತ ಉಪ್ಪಿನ ಕುರಿತ ಜಾಗೃತಿ <box>301 62 927 97</box>
office-name: ಅಪೂರ್ವ ಆಫ್‌ಸೆಟ್ ಪ್ರಿಂಟರ್ಸ್ <box>1270 419 1464 442</box>
sidebar-office-box <box>1231 348 1503 534</box>
story1-col1: ಹೊಸಪೇಟೆ ಟೈಮ್ಸ್ ನ್ಯೂಸ್ ಬಳ್ಳಾರಿ: ದಿನನಿತ್ಯ ಆಹಾರದಲ್ಲಿ ಅಯೋಡಿನ್‌ಯುಕ್ತ ಉಪ್ಪನ್ನೇ ಬಳಸುವ ಮೂಲಕ ಅಯೋಡಿನ್ ಕೊರತೆಯ ನ್ಯೂನ್ಯತೆಗಳನ್ನು ತಡೆಗಟ್ಟಿರಿ ಎಂದು ಜಿಲ್ಲಾ ಸರ್ವೇಕ್ಷಣಾಧಿಕಾರಿ ಹಾಗೂ ಅಯೋಡಿನ್ ಕೊರತೆಯ ನ್ಯೂನ್ಯತೆಗಳ ನಿಯಂತ್ರಣ ಕಾರ್ಯಕ್ರಮಾಧಿಕಾರಿ ಡಾ.ಮರಿಯಂಬಿ.ವಿ.ಕೆ ಅವರು ಹೇಳಿದರು. ಜಿಲ್ಲಾಡಳಿತ, ಜಿಲ್ಲಾ ಪಂಚಾಯತ್, ಜಿಲ್ಲಾ ಆರೋಗ್ಯ ಮತ್ತು ಕುಟುಂಬ ಕಲ್ಯಾಣ ಇಲಾಖೆ, ಜಿಲ್ಲಾ ಸರ್ವೇಕ್ಷಣಾ ಘಟಕ ವತಿಯಿಂದ ವಿಶ್ವ ಅಯೋಡಿನ್ ಕೊರತೆಯ ನ್ಯೂನ್ಯತೆಗಳ ನಿಯಂತ್ರಣ ದಿನದ ಹಾಗೂ ಸಪ್ತಾಹ ಕಾರ್ಯಕ್ರಮದ ಅಂಗವಾಗಿ ನಗರದ ಸರಳಾದೇವಿ ಸತೀಶ್ಚಂದ್ರ ಅಗರ್‌ವಾಲ್ ಸರ್ಕಾರಿ ಪ್ರಥಮ ದರ್ಜೆ ಕಾಲೇಜಿನಲ್ಲಿ ಶುಕ್ರವಾರ ಹಮ್ಮಿಕೊಂಡಿದ್ದ ಅಯೋಡಿನ್‌ಯುಕ್ತ ಉಪ್ಪಿನ ಕುರಿತ ಜಾಗೃತಿ ಕಾರ್ಯಕ್ರಮದಲ್ಲಿ ಭಾಗವಹಿಸಿ ಅವರು ಮಾತನಾಡಿದರು. ಶಾಲಾ-ಕಾಲೇಜು ವಿದ್ಯಾರ್ಥಿಗಳಿಗೆ ಮತ್ತು ಸಾರ್ವಜನಿಕರಿಗೆ ಅಯೋಡಿನ್‌ಯುಕ್ತ ಉಪ್ಪಿನ ಕುರಿತಂತೆ ಅರಿವು ಮೂಡಿಸುವ ನಿಟ್ಟಿನಲ್ಲಿ ಈ ಜಾಗೃತಿ ಕಾರ್ಯಕ್ರಮವನ್ನು ಹಮ್ಮಿಕೊಳ್ಳಲಾಗಿದ್ದು, ಅಯೋಡಿನ್ ಮನುಷ್ಯನಿಗೆ ಅತ್ಯಗತ್ಯವಾಗಿ ಬೇಕಾಗುವ ಒಂದು ಸೂಕ್ಷ್ಮ ಪೋಷಕಾಂಶವಾಗಿದೆ. ಇದು ಮಾನವನ ದೈಹಿಕ ಹಾಗೂ ಮಾನಸಿಕ ಬೆಳವಣಿಗೆಗೆ ಅತ್ಯವಶ್ಯಕವಾಗಿರುತ್ತದೆ ಎಂದು ತಿಳಿಸಿದರು. ಥೈರಾಯಿಡ್ ಗ್ರಂಥಿಯು ನಮ್ಮ ದೇಹಕ್ಕೆ <box>16 204 311 551</box>
weather-row: ಸೋಮ : ಗರಿಷ್ಠ : 41°, ಕನಿಷ್ಠ : 27° <box>1241 1401 1422 1417</box>
divider <box>16 193 1212 194</box>
story6-headline: ಅ.31ರಂದು ಜಿಲ್ಲಾ ಮಟ್ಟದ ಈಜು ಸ್ಪರ್ಧೆ: ಹೆಸರು ನೋಂದಾಯಿಸಿ <box>408 1856 1168 1898</box>
story2-col2: ಮಾರಣಾಂತಿಕ ರೇಬೀಸ್ ಕಾಯಿಲೆಯನ್ನು ತಡೆಯಲು ತಪ್ಪದೇ ಚುಚ್ಚುಮದ್ದು ಪಡೆಯಬೇಕು. ವೈದ್ಯರ ಸಲಹೆಯಂತೆ ರೇಬೀಸ್ ಚುಚ್ಚುಮದ್ದನ್ನು ಮೊದಲ ದಿನ, 3ನೇ ದಿನ, 7ನೇ ದಿನ, 14ನೇ ದಿನ, 28 ದಿನ ತಪ್ಪದೇ ಲಸಿಕೆ <box>320 1157 615 1210</box>
divider <box>573 1243 575 1827</box>
